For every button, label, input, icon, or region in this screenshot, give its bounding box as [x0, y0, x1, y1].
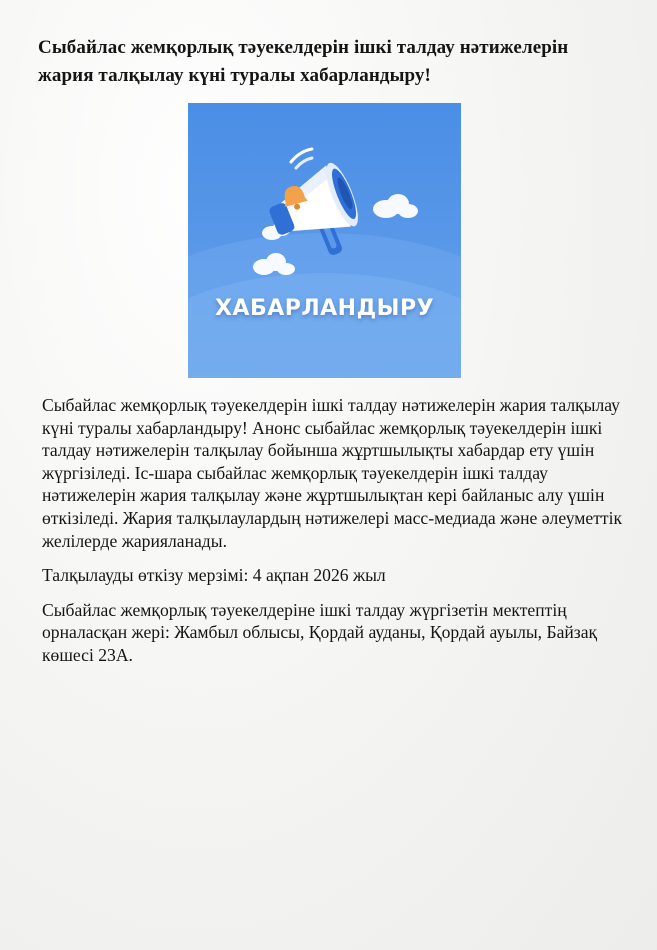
- document-title: Сыбайлас жемқорлық тәуекелдерін ішкі талдау нәтижелерін жария талқылау күні туралы хабарландыру!: [38, 37, 569, 86]
- discussion-date: Талқылауды өткізу мерзімі: 4 ақпан 2026 жыл: [42, 565, 386, 586]
- banner-heading: ХАБАРЛАНДЫРУ: [214, 296, 435, 321]
- megaphone-icon: [188, 103, 461, 378]
- announcement-banner: [188, 103, 461, 378]
- document-body: [42, 394, 627, 667]
- announcement-paragraph: Сыбайлас жемқорлық тәуекелдерін ішкі талдау нәтижелерін жария талқылау күні туралы хабарландыру! Анонс сыбайлас жемқорлық тәуекелдерін ішкі талдау нәтижелерін талқылау бойынша жұртшылықты хабардар ету үшін жүргізіледі. Іс-шара сыбайлас жемқорлық тәуекелдерін ішкі талдау нәтижелерін жария талқылау және жұртшылықтан кері байланыс алу үшін өткізіледі. Жария талқылаулардың нәтижелері масс-медиада және әлеуметтік желілерде жарияланады.: [42, 395, 623, 551]
- school-location: Сыбайлас жемқорлық тәуекелдеріне ішкі талдау жүргізетін мектептің орналасқан жері: Жамбыл облысы, Қордай ауданы, Қордай ауылы, Байзақ көшесі 23А.: [42, 599, 598, 665]
